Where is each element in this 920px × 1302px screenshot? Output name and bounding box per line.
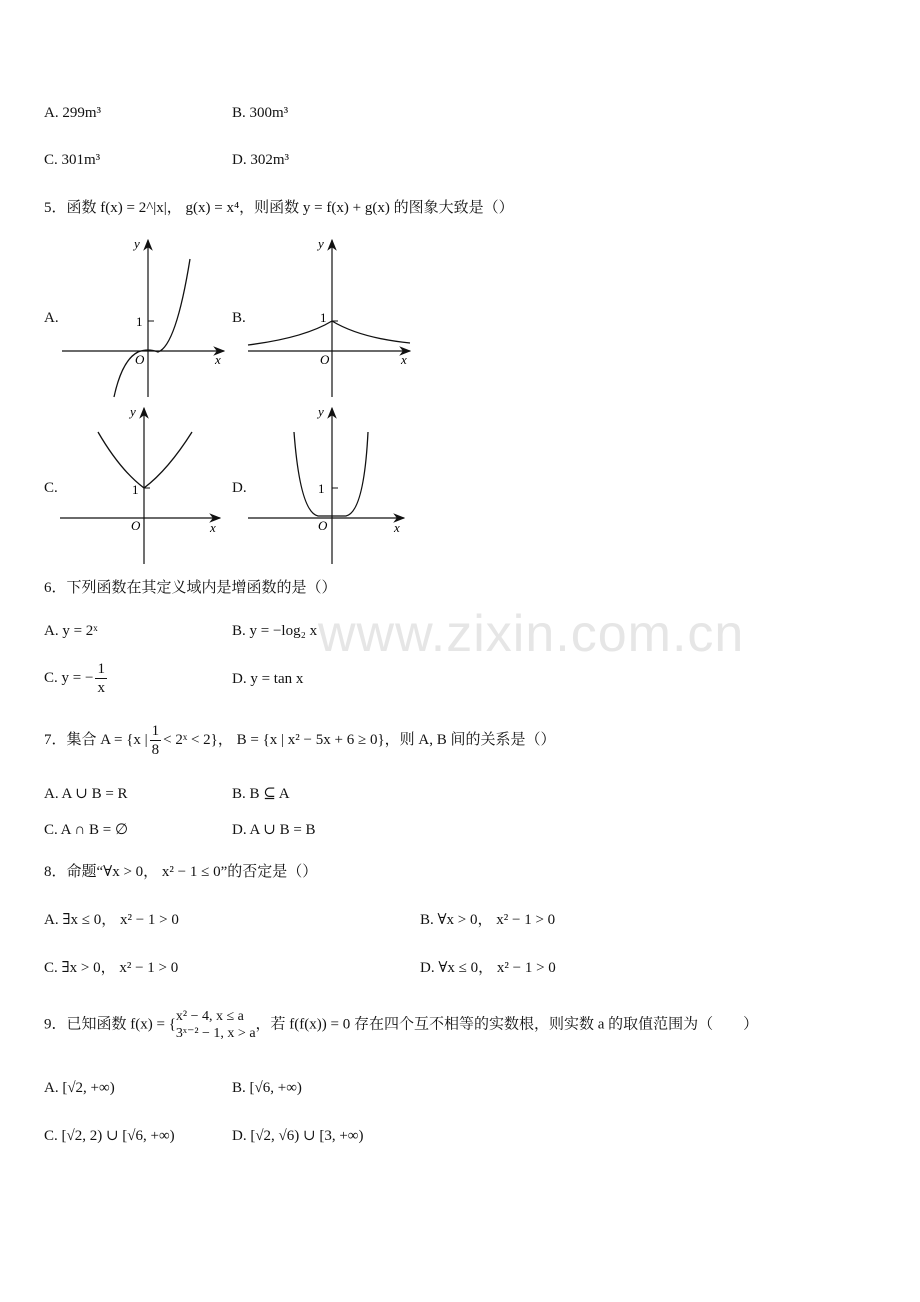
q6-option-a[interactable]: A. y = 2ˣ — [44, 623, 98, 639]
frac-num: 1 — [151, 723, 160, 739]
y-label: y — [130, 404, 136, 419]
one-label: 1 — [318, 481, 325, 496]
curve — [98, 432, 192, 488]
curve — [294, 432, 368, 516]
q7-option-c[interactable]: C. A ∩ B = ∅ — [44, 822, 129, 838]
x-label: x — [401, 352, 407, 367]
q5-graph-a[interactable] — [58, 234, 233, 400]
x-label: x — [210, 520, 216, 535]
x-label: x — [394, 520, 400, 535]
y-label: y — [134, 236, 140, 251]
frac-den: x — [97, 680, 105, 696]
q8-option-d[interactable]: D. ∀x ≤ 0， x² − 1 > 0 — [420, 960, 556, 976]
q8-option-b[interactable]: B. ∀x > 0， x² − 1 > 0 — [420, 912, 556, 928]
q9-option-d[interactable]: D. [√2, √6) ∪ [3, +∞) — [232, 1128, 364, 1144]
watermark: www.zixin.com.cn — [318, 605, 745, 663]
one-label: 1 — [320, 310, 327, 325]
one-label: 1 — [136, 314, 143, 329]
q9-option-b[interactable]: B. [√6, +∞) — [232, 1080, 302, 1096]
q9-stem — [44, 1008, 758, 1042]
q6-option-c-prefix: C. y = − — [44, 669, 94, 686]
q4-option-b[interactable]: B. 300m³ — [232, 105, 289, 121]
q5-label-c[interactable]: C. — [44, 480, 58, 496]
q9-piecewise — [176, 1008, 256, 1042]
q5-graph-d[interactable] — [244, 402, 419, 566]
q7-stem-prefix: 7．集合 A = {x | — [44, 731, 148, 748]
origin-label: O — [135, 352, 145, 367]
q9-option-a[interactable]: A. [√2, +∞) — [44, 1080, 115, 1096]
origin-label: O — [131, 518, 141, 533]
q8-stem: 8．命题“∀x > 0， x² − 1 ≤ 0”的否定是（） — [44, 864, 318, 880]
q9-stem-prefix: 9．已知函数 f(x) = { — [44, 1016, 176, 1033]
q4-option-d[interactable]: D. 302m³ — [232, 152, 289, 168]
q9-stem-suffix: ，若 f(f(x)) = 0 存在四个互不相等的实数根，则实数 a 的取值范围为（ ） — [255, 1016, 759, 1033]
origin-label: O — [318, 518, 328, 533]
q9-case-1: x² − 4, x ≤ a — [175, 1009, 244, 1024]
q5-stem: 5．函数 f(x) = 2^|x|， g(x) = x⁴，则函数 y = f(x) + g(x) 的图象大致是（） — [44, 200, 514, 216]
q5-graph-c[interactable] — [56, 402, 231, 566]
q5-label-d[interactable]: D. — [232, 480, 247, 496]
y-label: y — [318, 236, 324, 251]
q9-case-2: 3ˣ⁻² − 1, x > a — [175, 1026, 256, 1041]
q6-option-c[interactable] — [44, 660, 109, 697]
q6-stem: 6．下列函数在其定义域内是增函数的是（） — [44, 580, 337, 596]
q4-option-c[interactable]: C. 301m³ — [44, 152, 101, 168]
q7-option-a[interactable]: A. A ∪ B = R — [44, 786, 128, 802]
q5-label-a[interactable]: A. — [44, 310, 59, 326]
y-label: y — [318, 404, 324, 419]
q4-option-a[interactable]: A. 299m³ — [44, 105, 101, 121]
q8-option-a[interactable]: A. ∃x ≤ 0， x² − 1 > 0 — [44, 912, 179, 928]
q8-option-c[interactable]: C. ∃x > 0， x² − 1 > 0 — [44, 960, 179, 976]
q9-option-c[interactable]: C. [√2, 2) ∪ [√6, +∞) — [44, 1128, 175, 1144]
frac-num: 1 — [97, 661, 105, 677]
curve — [114, 259, 190, 397]
q7-stem — [44, 722, 555, 759]
q7-fraction — [150, 722, 162, 759]
x-label: x — [215, 352, 221, 367]
q5-label-b[interactable]: B. — [232, 310, 246, 326]
q5-graph-b[interactable] — [244, 234, 419, 400]
curve — [248, 321, 410, 345]
frac-den: 8 — [151, 742, 160, 758]
q6-option-b[interactable]: B. y = −log₂ x — [232, 623, 318, 639]
q7-stem-rest: < 2ˣ < 2}， B = {x | x² − 5x + 6 ≥ 0}，则 A, B 间的关系是（） — [163, 731, 556, 748]
q6-option-c-fraction — [95, 660, 107, 697]
q7-option-b[interactable]: B. B ⊆ A — [232, 786, 290, 802]
one-label: 1 — [132, 482, 139, 497]
origin-label: O — [320, 352, 330, 367]
q7-option-d[interactable]: D. A ∪ B = B — [232, 822, 316, 838]
q6-option-d[interactable]: D. y = tan x — [232, 671, 304, 687]
